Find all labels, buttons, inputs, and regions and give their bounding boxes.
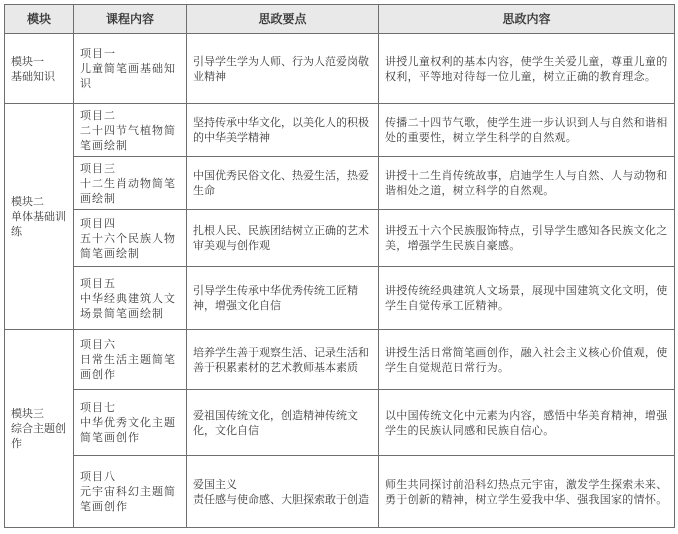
- table-row: [5, 330, 675, 390]
- table-row: [5, 34, 675, 104]
- header-points: 思政要点: [187, 5, 379, 34]
- content-cell: 讲授儿童权利的基本内容，使学生关爱儿童，尊重儿童的权利，平等地对待每一位儿童，树立正确的教育理念。: [379, 34, 675, 104]
- content-cell: 讲授生活日常简笔画创作，融入社会主义核心价值观，使学生自觉规范日常行为。: [379, 330, 675, 390]
- course-cell: 项目七 中华优秀文化主题简笔画创作: [74, 390, 187, 456]
- header-module: 模块: [5, 5, 74, 34]
- course-cell: 项目四 五十六个民族人物简笔画绘制: [74, 210, 187, 267]
- points-cell: 引导学生传承中华优秀传统工匠精神，增强文化自信: [187, 267, 379, 330]
- table-row: [5, 157, 675, 210]
- content-cell: 讲授十二生肖传统故事，启迪学生人与自然、人与动物和谐相处之道，树立科学的自然观。: [379, 157, 675, 210]
- course-cell: 项目八 元宇宙科幻主题简笔画创作: [74, 456, 187, 528]
- course-cell: 项目五 中华经典建筑人文场景简笔画绘制: [74, 267, 187, 330]
- course-cell: 项目一 儿童简笔画基础知识: [74, 34, 187, 104]
- points-cell: 中国优秀民俗文化、热爱生活，热爱生命: [187, 157, 379, 210]
- header-row: [5, 5, 675, 34]
- module-name: 模块一 基础知识: [11, 54, 55, 83]
- table-row: [5, 104, 675, 157]
- points-cell: 引导学生学为人师、行为人范爱岗敬业精神: [187, 34, 379, 104]
- module-name: 模块三 综合主题创作: [11, 407, 66, 450]
- module-cell: [5, 34, 74, 104]
- course-cell: 项目二 二十四节气植物简笔画绘制: [74, 104, 187, 157]
- points-cell: 扎根人民、民族团结树立正确的艺术审美观与创作观: [187, 210, 379, 267]
- content-cell: 师生共同探讨前沿科幻热点元宇宙，激发学生探索未来、勇于创新的精神，树立学生爱我中华、强我国家的情怀。: [379, 456, 675, 528]
- points-cell: 培养学生善于观察生活、记录生活和善于积累素材的艺术教师基本素质: [187, 330, 379, 390]
- module-name: 模块二 单体基础训练: [11, 195, 66, 238]
- table-row: [5, 267, 675, 330]
- table-row: [5, 390, 675, 456]
- points-cell: 坚持传承中华文化，以美化人的积极的中华美学精神: [187, 104, 379, 157]
- header-content: 思政内容: [379, 5, 675, 34]
- curriculum-table: [4, 4, 675, 528]
- points-cell: 爱国主义 责任感与使命感、大胆探索敢于创造: [187, 456, 379, 528]
- content-cell: 讲授传统经典建筑人文场景，展现中国建筑文化文明，使学生自觉传承工匠精神。: [379, 267, 675, 330]
- points-cell: 爱祖国传统文化，创造精神传统文化，文化自信: [187, 390, 379, 456]
- course-cell: 项目六 日常生活主题简笔画创作: [74, 330, 187, 390]
- module-cell: [5, 104, 74, 330]
- course-cell: 项目三 十二生肖动物简笔画绘制: [74, 157, 187, 210]
- content-cell: 传播二十四节气歌，使学生进一步认识到人与自然和谐相处的重要性，树立学生科学的自然观。: [379, 104, 675, 157]
- content-cell: 以中国传统文化中元素为内容，感悟中华美育精神，增强学生的民族认同感和民族自信心。: [379, 390, 675, 456]
- header-course: 课程内容: [74, 5, 187, 34]
- module-cell: [5, 330, 74, 528]
- content-cell: 讲授五十六个民族服饰特点，引导学生感知各民族文化之美，增强学生民族自豪感。: [379, 210, 675, 267]
- table-row: [5, 456, 675, 528]
- table-row: [5, 210, 675, 267]
